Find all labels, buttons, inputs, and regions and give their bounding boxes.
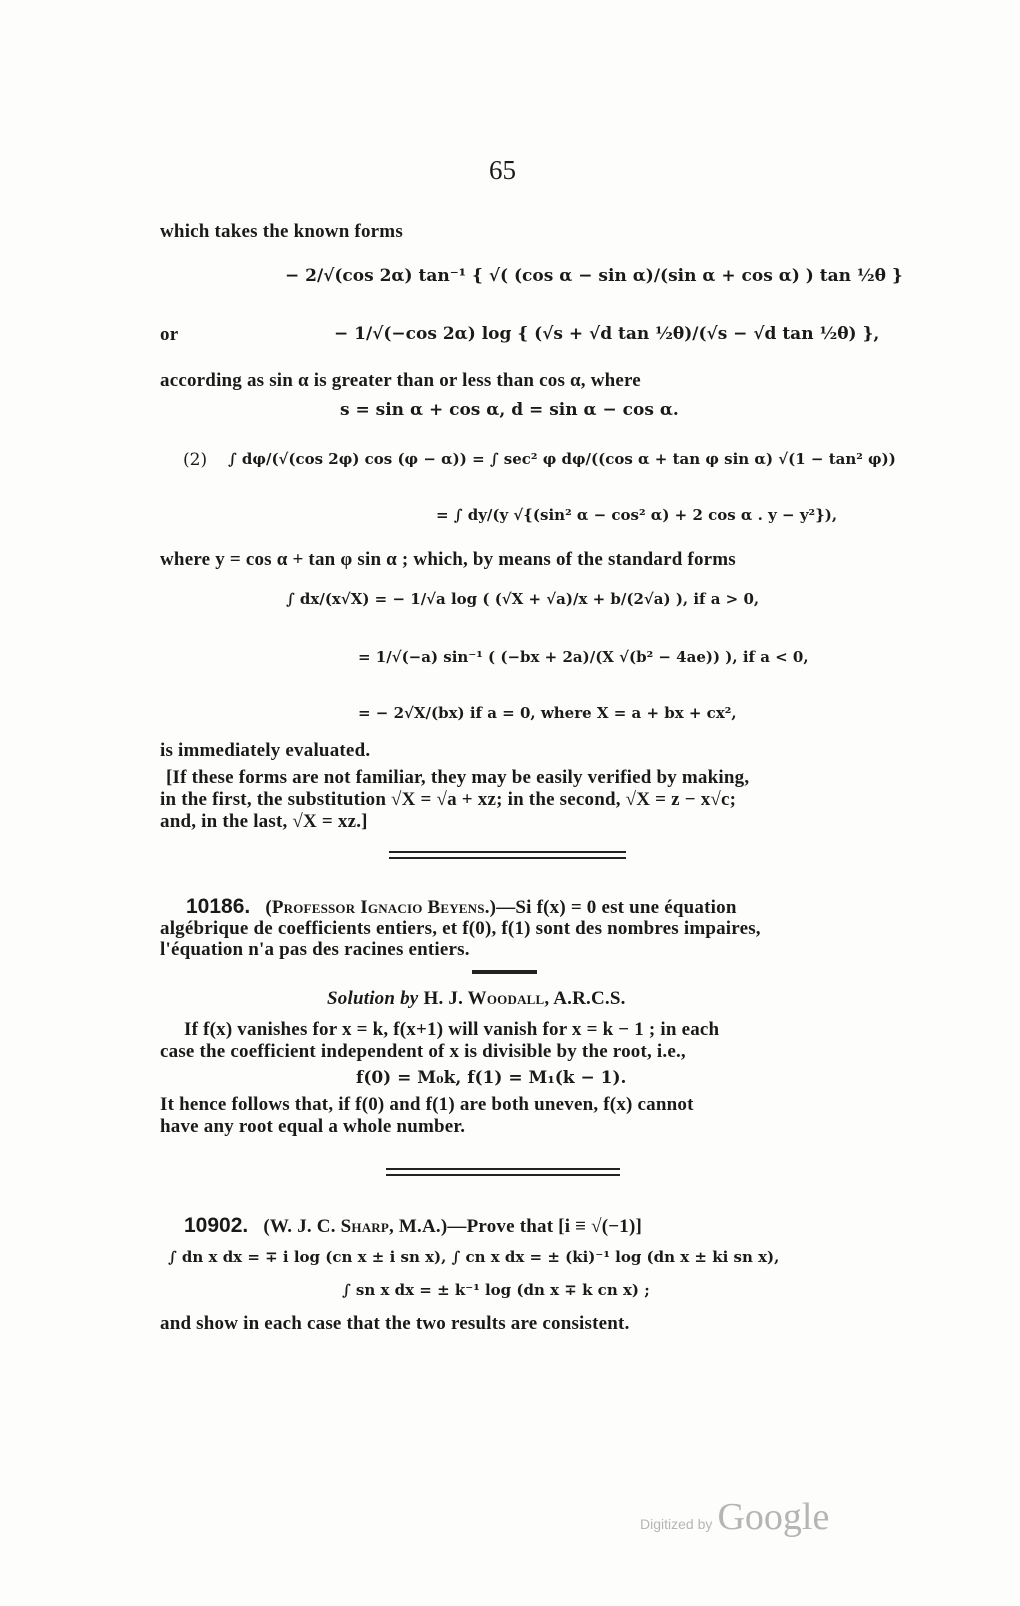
solver-name: H. J. Woodall, A.R.C.S. — [423, 988, 626, 1009]
intro-text: which takes the known forms — [160, 221, 403, 242]
evaluated-text: is immediately evaluated. — [160, 740, 371, 761]
problem-statement-line-3: l'équation n'a pas des racines entiers. — [160, 939, 470, 960]
problem-10902-eq2: ∫ sn x dx = ± k⁻¹ log (dn x ∓ k cn x) ; — [342, 1281, 650, 1299]
or-label: or — [160, 324, 179, 345]
problem-prompt: —Prove that [i ≡ √(−1)] — [447, 1216, 643, 1237]
solution-line-4: have any root equal a whole number. — [160, 1116, 466, 1137]
definitions-equation: s = sin α + cos α, d = sin α − cos α. — [340, 400, 679, 420]
solution-line-2: case the coefficient independent of x is divisible by the root, i.e., — [160, 1041, 686, 1062]
where-text: where y = cos α + tan φ sin α ; which, by means of the standard forms — [160, 549, 736, 570]
section-separator-2-top — [386, 1168, 620, 1170]
note-line-2: in the first, the substitution √X = √a + xz; in the second, √X = z − x√c; — [160, 789, 737, 810]
digitized-watermark — [640, 1495, 829, 1539]
problem-statement-start: —Si f(x) = 0 est une équation — [496, 897, 737, 918]
section-separator-2-bottom — [386, 1174, 620, 1176]
section-separator-top — [389, 851, 626, 853]
form2-equation: − 1/√(−cos 2α) log { (√s + √d tan ½θ)/(√s − √d tan ½θ) }, — [334, 324, 880, 344]
problem-10902-eq1: ∫ dn x dx = ∓ i log (cn x ± i sn x), ∫ cn x dx = ± (ki)⁻¹ log (dn x ± ki sn x), — [168, 1248, 780, 1266]
solution-separator — [472, 970, 537, 974]
solution-line-1: If f(x) vanishes for x = k, f(x+1) will vanish for x = k − 1 ; in each — [184, 1019, 720, 1040]
problem-author: (W. J. C. Sharp, M.A.) — [263, 1216, 448, 1237]
standard-form-3: = − 2√X/(bx) if a = 0, where X = a + bx + cx², — [358, 704, 737, 722]
solution-line-3: It hence follows that, if f(0) and f(1) are both uneven, f(x) cannot — [160, 1094, 694, 1115]
note-line-1: [If these forms are not familiar, they may be easily verified by making, — [166, 767, 750, 788]
google-logo: Google — [717, 1496, 830, 1538]
problem-number: 10186. — [186, 895, 251, 918]
problem-statement-line-2: algébrique de coefficients entiers, et f(0), f(1) sont des nombres impaires, — [160, 918, 761, 939]
problem-10902-closing: and show in each case that the two results are consistent. — [160, 1313, 630, 1334]
integral-eq1: ∫ dφ/(√(cos 2φ) cos (φ − α)) = ∫ sec² φ dφ/((cos α + tan φ sin α) √(1 − tan² φ)) — [228, 450, 896, 468]
according-text: according as sin α is greater than or less than cos α, where — [160, 370, 641, 391]
solution-by-label: Solution by — [327, 988, 419, 1009]
note-line-3: and, in the last, √X = xz.] — [160, 811, 368, 832]
section-separator-bottom — [389, 857, 626, 859]
problem-number: 10902. — [184, 1214, 249, 1237]
solution-equation: f(0) = M₀k, f(1) = M₁(k − 1). — [356, 1068, 627, 1088]
problem-10902-heading — [184, 1214, 642, 1238]
integral-eq2: = ∫ dy/(y √{(sin² α − cos² α) + 2 cos α . y − y²}), — [436, 506, 838, 524]
standard-form-1: ∫ dx/(x√X) = − 1/√a log ( (√X + √a)/x + b/(2√a) ), if a > 0, — [286, 590, 760, 608]
digitized-text: Digitized by — [640, 1516, 713, 1532]
problem-10186-heading — [186, 895, 737, 919]
solution-heading — [327, 988, 626, 1010]
eq-label-2: (2) — [183, 450, 208, 470]
standard-form-2: = 1/√(−a) sin⁻¹ ( (−bx + 2a)/(X √(b² − 4ae)) ), if a < 0, — [358, 648, 809, 666]
form1-equation: − 2/√(cos 2α) tan⁻¹ { √( (cos α − sin α)/(sin α + cos α) ) tan ½θ } — [285, 266, 903, 286]
problem-author: (Professor Ignacio Beyens.) — [265, 897, 497, 918]
page-number: 65 — [489, 155, 516, 185]
